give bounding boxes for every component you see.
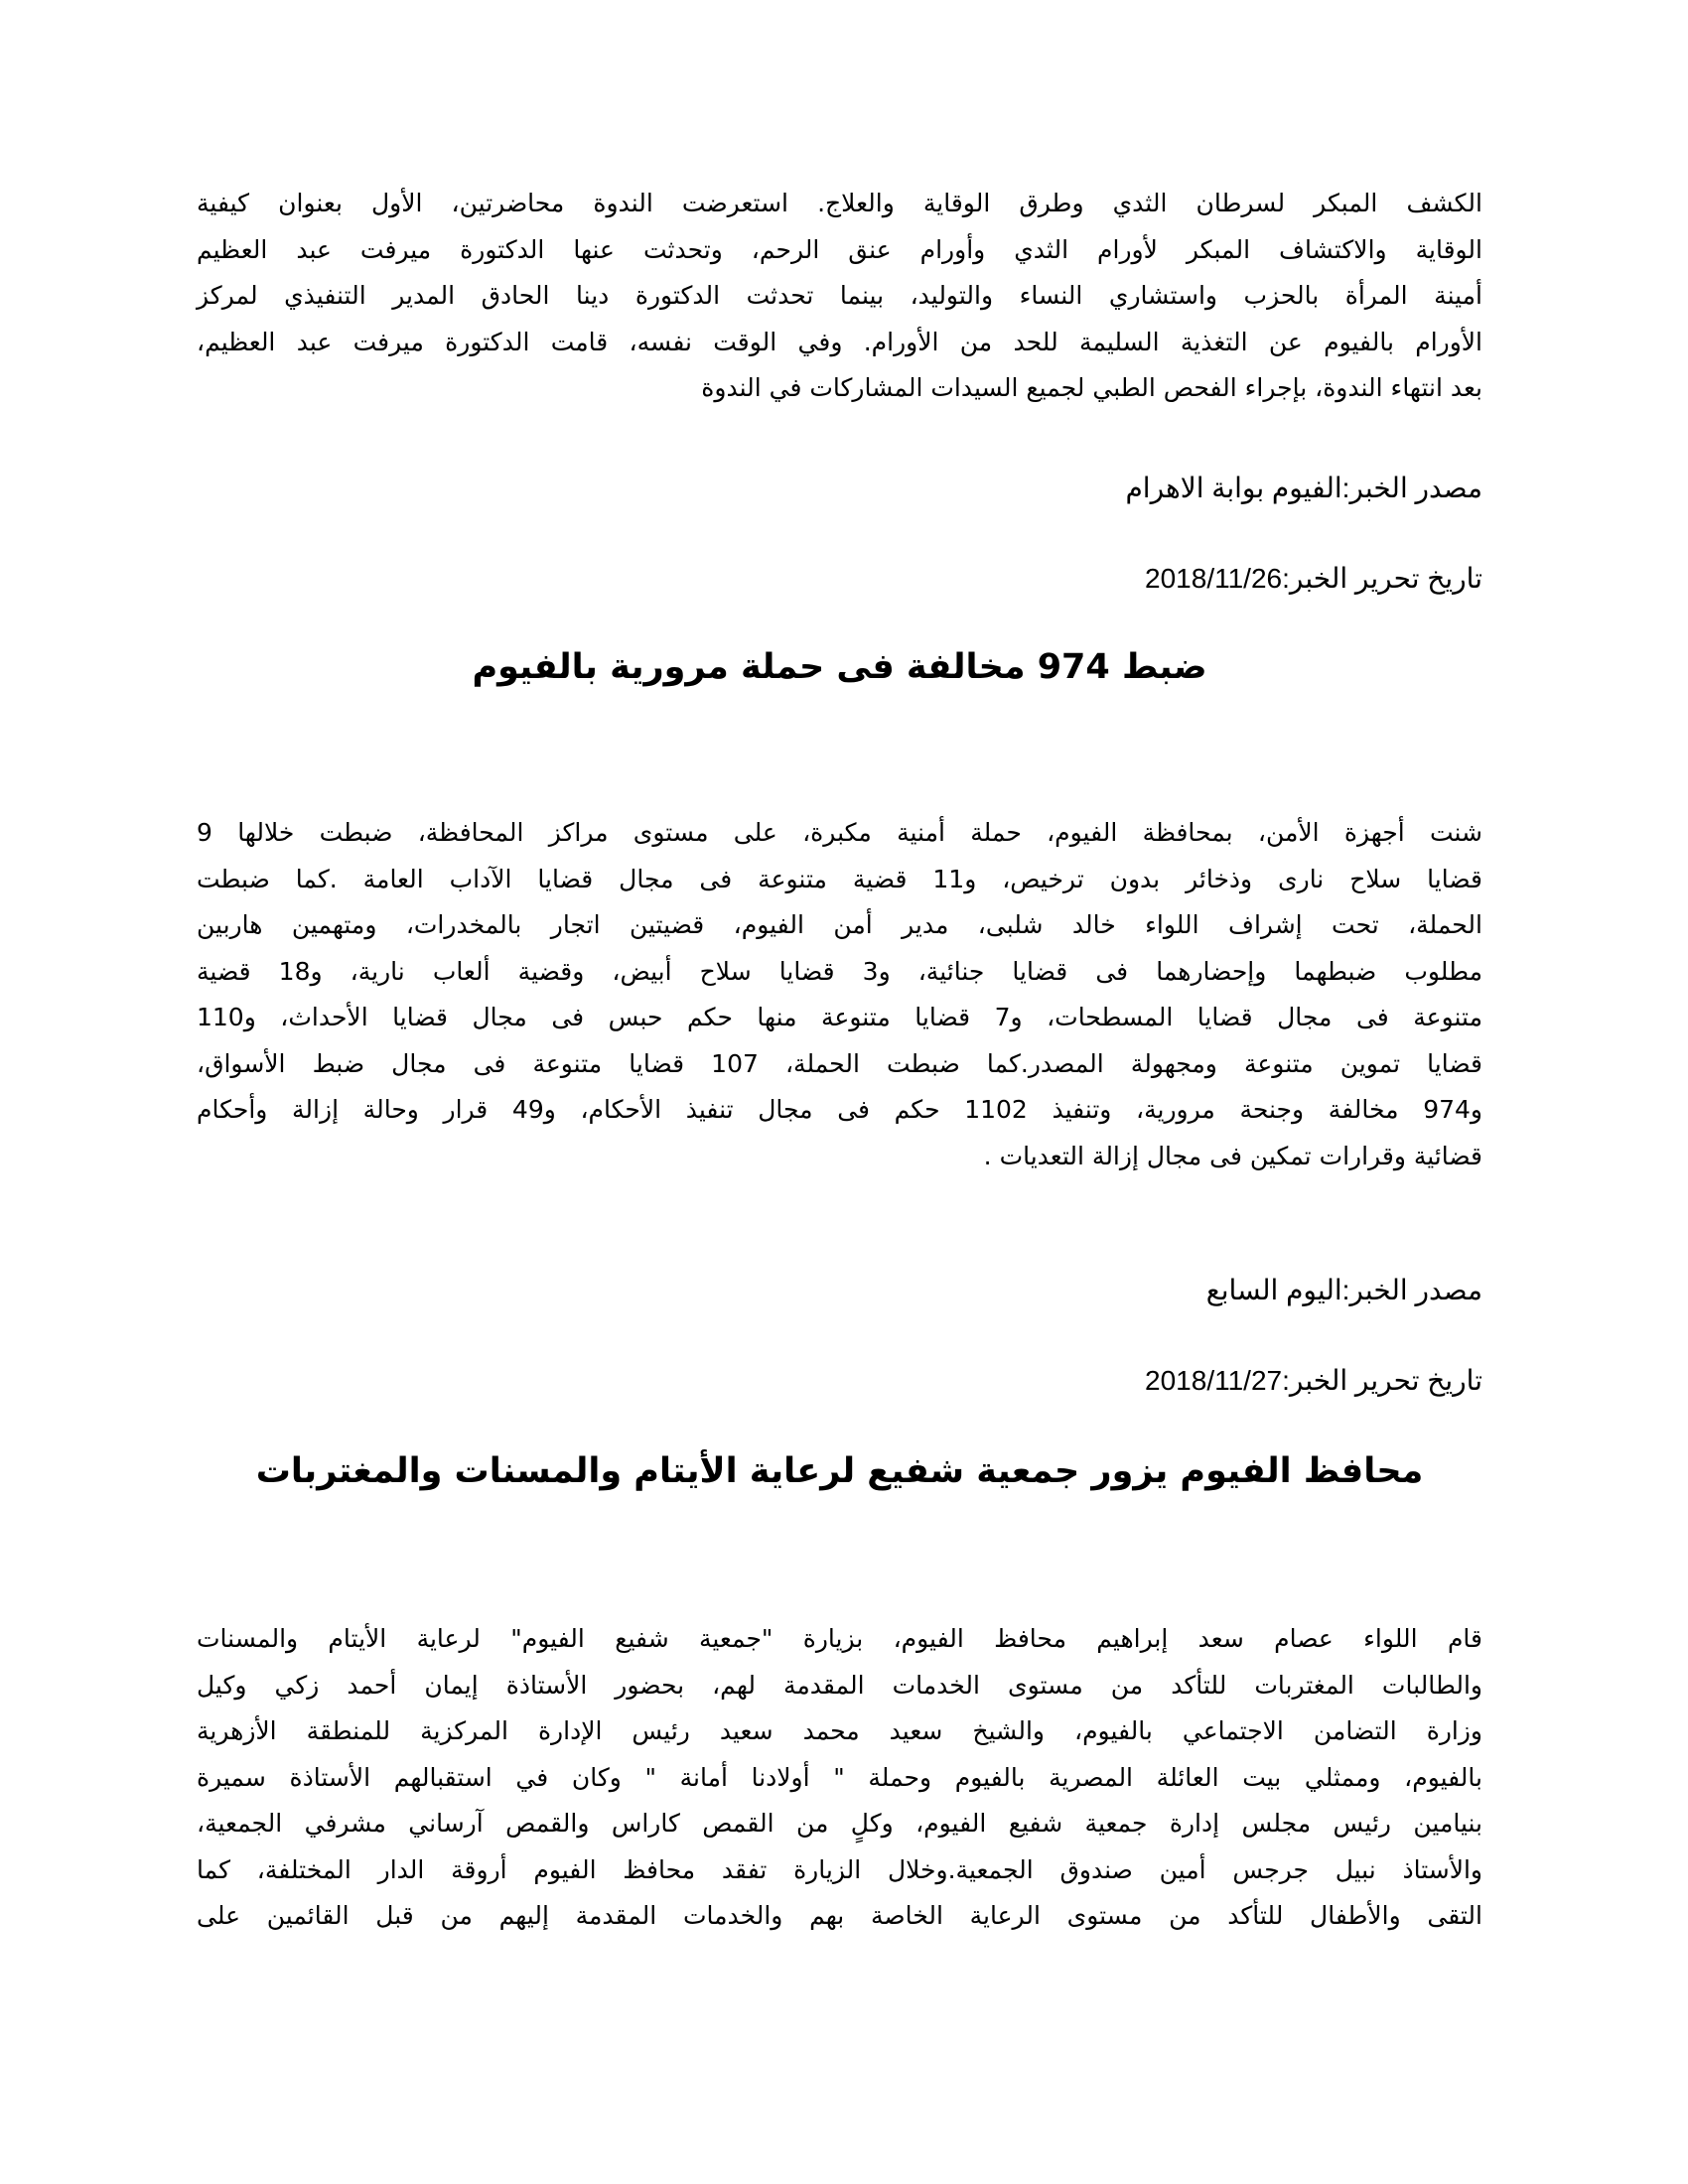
intro-date: تاريخ تحرير الخبر:2018/11/26 xyxy=(1145,563,1482,594)
paragraph-line: الكشف المبكر لسرطان الثدي وطرق الوقاية والعلاج. استعرضت الندوة محاضرتين، الأول بعنوان كيفية xyxy=(197,189,1482,217)
paragraph-line: مطلوب ضبطهما وإحضارهما فى قضايا جنائية، و3 قضايا سلاح أبيض، وقضية ألعاب نارية، و18 قضية xyxy=(197,956,1482,986)
paragraph-line: قضايا تموين متنوعة ومجهولة المصدر.كما ضبطت الحملة، 107 قضايا متنوعة فى مجال ضبط الأسواق، xyxy=(197,1048,1482,1078)
article2-source: مصدر الخبر:اليوم السابع xyxy=(1205,1275,1482,1305)
paragraph-line: بالفيوم، وممثلي بيت العائلة المصرية بالفيوم وحملة " أولادنا أمانة " وكان في استقبالهم الأستاذة سميرة xyxy=(197,1762,1482,1792)
article2-date: تاريخ تحرير الخبر:2018/11/27 xyxy=(1145,1365,1482,1396)
intro-paragraph xyxy=(197,181,1482,412)
paragraph-line: أمينة المرأة بالحزب واستشاري النساء والتوليد، بينما تحدثت الدكتورة دينا الحادق المدير التنفيذي لمركز xyxy=(197,281,1482,310)
intro-source: مصدر الخبر:الفيوم بوابة الاهرام xyxy=(1125,473,1482,503)
paragraph-line: والأستاذ نبيل جرجس أمين صندوق الجمعية.وخلال الزيارة تفقد محافظ الفيوم أروقة الدار المختلفة، كما xyxy=(197,1854,1482,1884)
paragraph-line: قضائية وقرارات تمكين فى مجال إزالة التعديات . xyxy=(983,1141,1482,1170)
paragraph-line: وزارة التضامن الاجتماعي بالفيوم، والشيخ سعيد محمد سعيد رئيس الإدارة المركزية للمنطقة الأزهرية xyxy=(197,1716,1482,1745)
paragraph-line: والطالبات المغتربات للتأكد من مستوى الخدمات المقدمة لهم، بحضور الأستاذة إيمان أحمد زكي وكيل xyxy=(197,1670,1482,1700)
paragraph-line: الأورام بالفيوم عن التغذية السليمة للحد من الأورام. وفي الوقت نفسه، قامت الدكتورة ميرفت عبد العظيم، xyxy=(197,327,1482,356)
article3-headline: محافظ الفيوم يزور جمعية شفيع لرعاية الأيتام والمسنات والمغتربات xyxy=(255,1451,1424,1491)
article2-body xyxy=(197,810,1482,1179)
paragraph-line: متنوعة فى مجال قضايا المسطحات، و7 قضايا متنوعة منها حكم حبس فى مجال قضايا الأحداث، و110 xyxy=(197,1003,1482,1031)
article3-body xyxy=(197,1616,1482,1940)
paragraph-line: بنيامين رئيس مجلس إدارة جمعية شفيع الفيوم، وكلٍ من القمص كاراس والقمص آرساني مشرفي الجمعية، xyxy=(197,1809,1482,1838)
article2-headline: ضبط 974 مخالفة فى حملة مرورية بالفيوم xyxy=(472,647,1207,687)
paragraph-line: قضايا سلاح نارى وذخائر بدون ترخيص، و11 قضية متنوعة فى مجال قضايا الآداب العامة .كما ضبطت xyxy=(197,864,1482,893)
paragraph-line: التقى والأطفال للتأكد من مستوى الرعاية الخاصة بهم والخدمات المقدمة إليهم من قبل القائمين على xyxy=(197,1901,1482,1930)
paragraph-line: شنت أجهزة الأمن، بمحافظة الفيوم، حملة أمنية مكبرة، على مستوى مراكز المحافظة، ضبطت خلالها 9 xyxy=(197,818,1482,847)
paragraph-line: قام اللواء عصام سعد إبراهيم محافظ الفيوم، بزيارة "جمعية شفيع الفيوم" لرعاية الأيتام والمسنات xyxy=(197,1624,1482,1653)
paragraph-line: الوقاية والاكتشاف المبكر لأورام الثدي وأورام عنق الرحم، وتحدثت عنها الدكتورة ميرفت عبد العظيم xyxy=(197,234,1482,264)
paragraph-line: الحملة، تحت إشراف اللواء خالد شلبى، مدير أمن الفيوم، قضيتين اتجار بالمخدرات، ومتهمين هاربين xyxy=(197,910,1482,939)
paragraph-line: بعد انتهاء الندوة، بإجراء الفحص الطبي لجميع السيدات المشاركات في الندوة xyxy=(701,373,1482,402)
paragraph-line: و974 مخالفة وجنحة مرورية، وتنفيذ 1102 حكم فى مجال تنفيذ الأحكام، و49 قرار وحالة إزالة وأحكام xyxy=(197,1095,1482,1124)
